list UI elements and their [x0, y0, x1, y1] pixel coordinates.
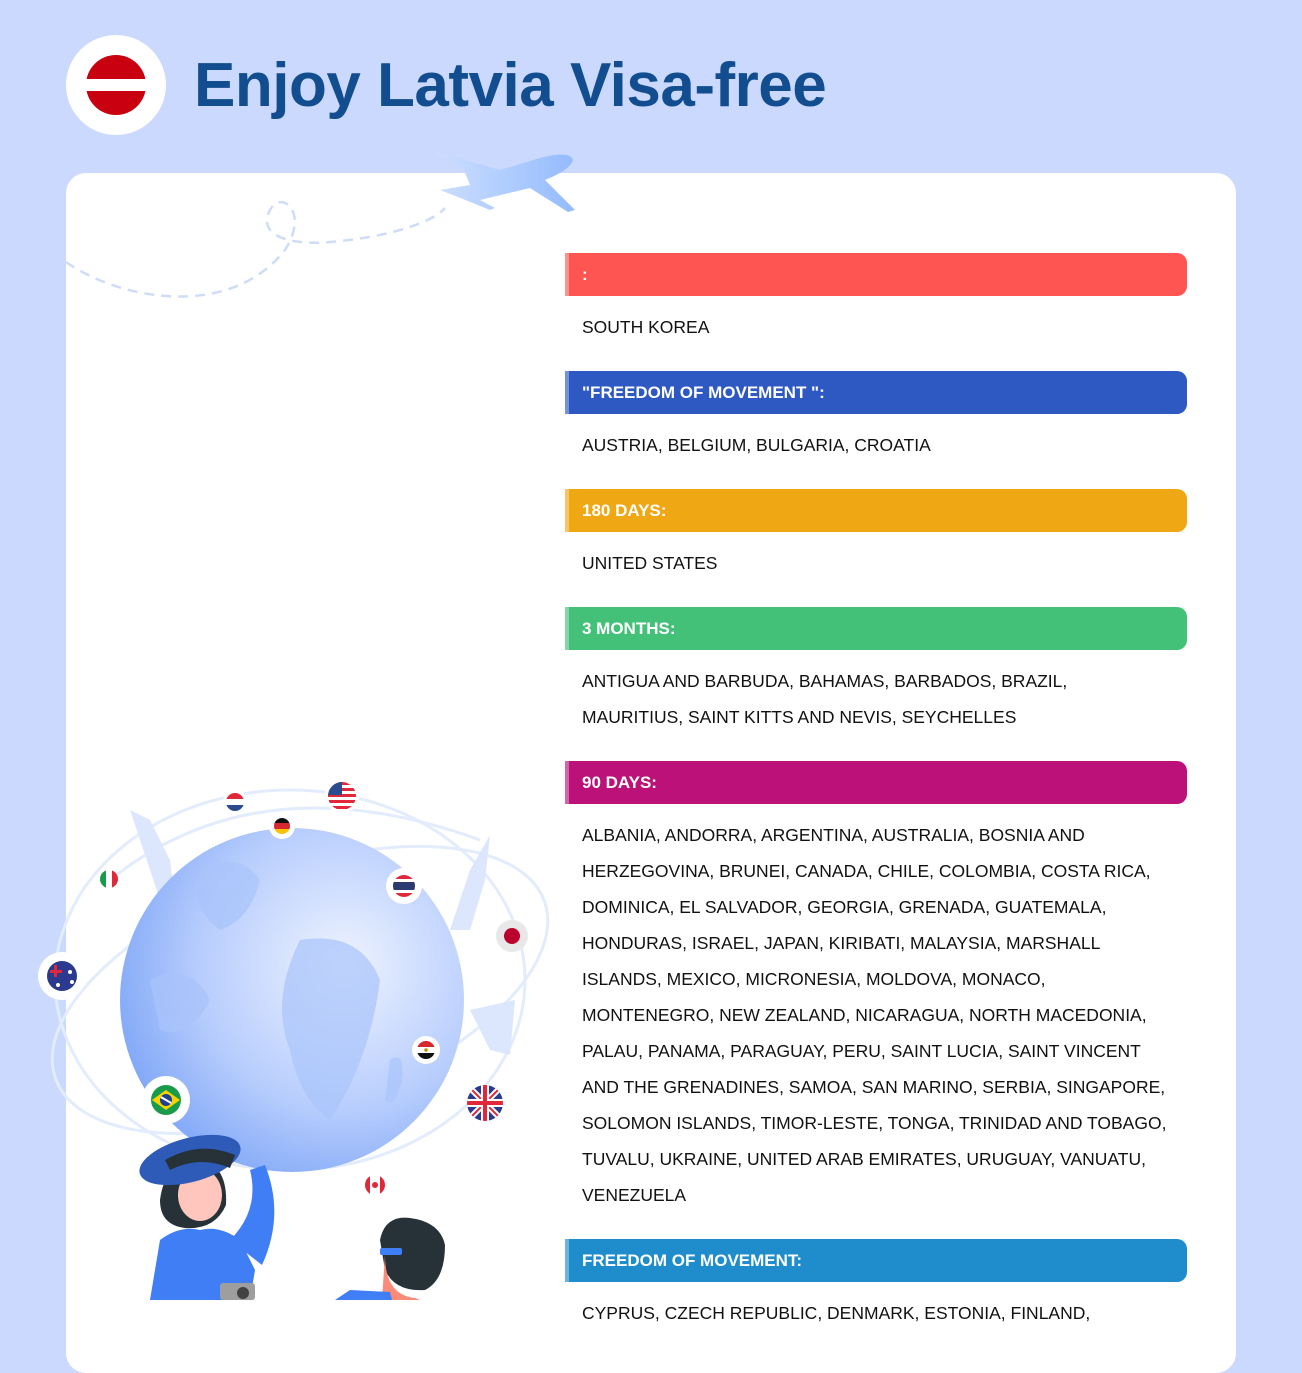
- country-list: UNITED STATES: [582, 553, 718, 573]
- section-header: 180 DAYS:: [565, 489, 1187, 532]
- country-list: AUSTRIA, BELGIUM, BULGARIA, CROATIA: [582, 435, 931, 455]
- section-header: 3 MONTHS:: [565, 607, 1187, 650]
- section-header: :: [565, 253, 1187, 296]
- section-south-korea: [565, 253, 1187, 371]
- section-3-months: [565, 607, 1187, 761]
- country-list: SOUTH KOREA: [582, 317, 710, 337]
- section-90-days: [565, 761, 1187, 1239]
- section-header: 90 DAYS:: [565, 761, 1187, 804]
- page-title: Enjoy Latvia Visa-free: [194, 50, 827, 120]
- page-header: [66, 35, 826, 135]
- section-header: "FREEDOM OF MOVEMENT ":: [565, 371, 1187, 414]
- section-header: FREEDOM OF MOVEMENT:: [565, 1239, 1187, 1282]
- latvia-flag-badge: [66, 35, 166, 135]
- country-list: ALBANIA, ANDORRA, ARGENTINA, AUSTRALIA, BOSNIA AND HERZEGOVINA, BRUNEI, CANADA, CHILE, COLOMBIA, COSTA RICA, DOMINICA, EL SALVADOR, GEORGIA, GRENADA, GUATEMALA, HONDURAS, ISRAEL, JAPAN, KIRIBATI, MALAYSIA, MARSHALL ISLANDS, MEXICO, MICRONESIA, MOLDOVA, MONACO, MONTENEGRO, NEW ZEALAND, NICARAGUA, NORTH MACEDONIA, PALAU, PANAMA, PARAGUAY, PERU, SAINT LUCIA, SAINT VINCENT AND THE GRENADINES, SAMOA, SAN MARINO, SERBIA, SINGAPORE, SOLOMON ISLANDS, TIMOR-LESTE, TONGA, TRINIDAD AND TOBAGO, TUVALU, UKRAINE, UNITED ARAB EMIRATES, URUGUAY, VANUATU, VENEZUELA: [582, 825, 1167, 1205]
- section-freedom-of-movement: [565, 1239, 1187, 1357]
- visa-free-sections: [565, 253, 1187, 1357]
- latvia-flag-icon: [86, 55, 146, 115]
- country-list: ANTIGUA AND BARBUDA, BAHAMAS, BARBADOS, BRAZIL, MAURITIUS, SAINT KITTS AND NEVIS, SEYCHELLES: [582, 671, 1068, 727]
- country-list: CYPRUS, CZECH REPUBLIC, DENMARK, ESTONIA, FINLAND,: [582, 1303, 1091, 1323]
- section-freedom-of-movement-quoted: [565, 371, 1187, 489]
- section-180-days: [565, 489, 1187, 607]
